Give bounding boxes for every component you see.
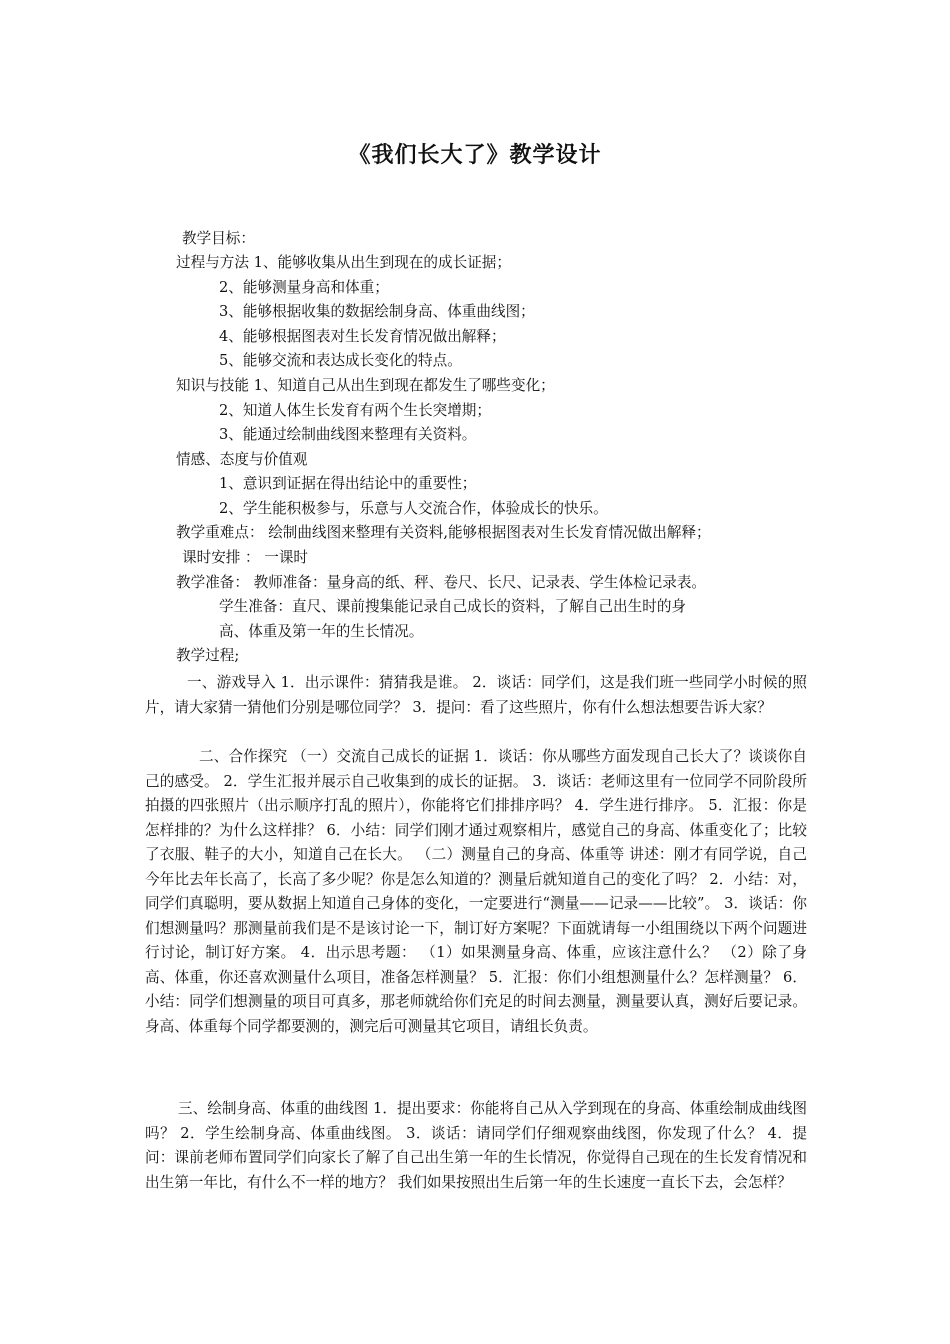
goals-heading: 教学目标：	[182, 230, 255, 247]
goal-process-2: 2、能够测量身高和体重；	[219, 279, 389, 296]
key-points: 教学重难点： 绘制曲线图来整理有关资料,能够根据图表对生长发育情况做出解释；	[176, 524, 711, 541]
section-draw-curve: 三、绘制身高、体重的曲线图 1．提出要求：你能将自己从入学到现在的身高、体重绘制成曲线图吗？ 2．学生绘制身高、体重曲线图。 3．谈话：请同学们仔细观察曲线图，你发现了什么？ 4．提问：课前老师布置同学们向家长了解了自己出生第一年的生长情况，你觉得自己现在的生长发育情况和出生第一年比，有什么不一样的地方？ 我们如果按照出生后第一年的生长速度一直长下去，会怎样？	[145, 1100, 807, 1191]
goal-knowledge-3: 3、能通过绘制曲线图来整理有关资料。	[219, 426, 477, 443]
section-game-intro: 一、游戏导入 1．出示课件：猜猜我是谁。 2．谈话：同学们，这是我们班一些同学小时候的照片，请大家猜一猜他们分别是哪位同学？ 3．提问：看了这些照片，你有什么想法想要告诉大家？	[145, 674, 807, 716]
goal-process-3: 3、能够根据收集的数据绘制身高、体重曲线图；	[219, 303, 535, 320]
teacher-preparation: 教学准备： 教师准备：量身高的纸、秤、卷尺、长尺、记录表、学生体检记录表。	[176, 574, 707, 591]
process-heading: 教学过程;	[176, 647, 240, 664]
goal-process-1: 过程与方法 1、能够收集从出生到现在的成长证据；	[176, 254, 511, 271]
goal-knowledge-1: 知识与技能 1、知道自己从出生到现在都发生了哪些变化；	[176, 377, 555, 394]
section-cooperative-inquiry: 二、合作探究 （一）交流自己成长的证据 1．谈话：你从哪些方面发现自己长大了？谈谈你自己的感受。 2．学生汇报并展示自己收集到的成长的证据。 3．谈话：老师这里有一位同学不同阶段所拍摄的四张照片（出示顺序打乱的照片），你能将它们排排序吗？ 4．学生进行排序。 5．汇报：你是怎样排的？为什么这样排？ 6．小结：同学们刚才通过观察相片，感觉自己的身高、体重变化了；比较了衣服、鞋子的大小，知道自己在长大。 （二）测量自己的身高、体重等 讲述：刚才有同学说，自己今年比去年长高了，长高了多少呢？你是怎么知道的？测量后就知道自己的变化了吗？ 2．小结：对，同学们真聪明，要从数据上知道自己身体的变化，一定要进行“测量——记录——比较”。 3．谈话：你们想测量吗？那测量前我们是不是该讨论一下，制订好方案呢？下面就请每一小组围绕以下两个问题进行讨论，制订好方案。 4．出示思考题： （1）如果测量身高、体重，应该注意什么？ （2）除了身高、体重，你还喜欢测量什么项目，准备怎样测量？ 5．汇报：你们小组想测量什么？怎样测量？ 6．小结：同学们想测量的项目可真多，那老师就给你们充足的时间去测量，测量要认真，测好后要记录。身高、体重每个同学都要测的，测完后可测量其它项目，请组长负责。	[145, 748, 807, 1036]
schedule: 课时安排 ： 一课时	[182, 549, 309, 566]
goal-attitude-2: 2、学生能积极参与，乐意与人交流合作，体验成长的快乐。	[219, 500, 608, 517]
student-preparation-1: 学生准备：直尺、课前搜集能记录自己成长的资料，了解自己出生时的身	[219, 598, 687, 615]
goal-attitude-heading: 情感、态度与价值观	[176, 451, 308, 468]
student-preparation-2: 高、体重及第一年的生长情况。	[219, 623, 424, 640]
goal-attitude-1: 1、意识到证据在得出结论中的重要性；	[219, 475, 477, 492]
goal-process-4: 4、能够根据图表对生长发育情况做出解释；	[219, 328, 506, 345]
document-title: 《我们长大了》教学设计	[348, 143, 602, 168]
goal-knowledge-2: 2、知道人体生长发育有两个生长突增期；	[219, 402, 491, 419]
goal-process-5: 5、能够交流和表达成长变化的特点。	[219, 352, 462, 369]
